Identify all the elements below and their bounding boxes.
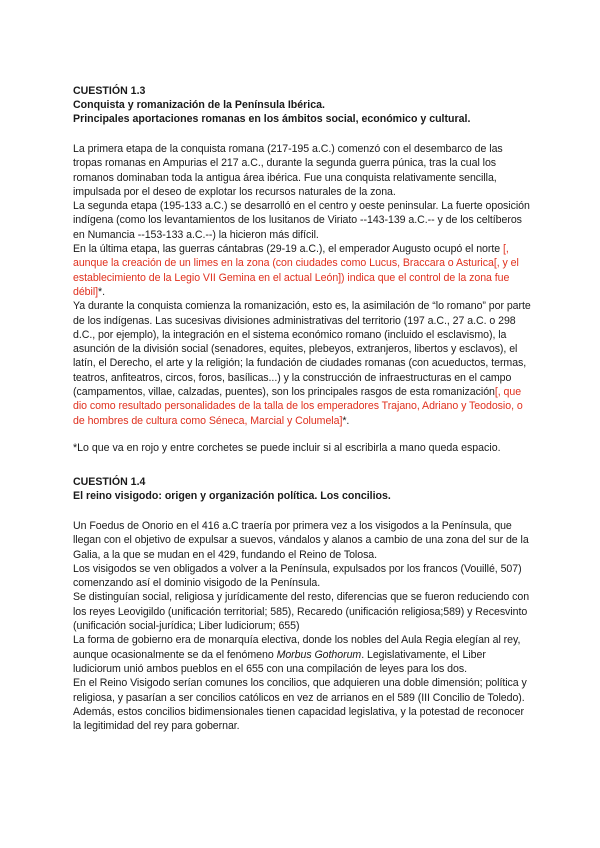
paragraph: La segunda etapa (195-133 a.C.) se desarrolló en el centro y oeste peninsular. La fuerte oposición indígena (como los levantamientos de los lusitanos de Viriato --143-139 a.C.-- y de los celtíberos en Numancia --153-133 a.C.--) la hicieron más difícil. (73, 200, 530, 241)
optional-red-text: [, que dio como resultado personalidades de la talla de los emperadores Trajano, Adriano y Teodosio, o de hombres de cultura como Séneca, Marcial y Columela] (73, 386, 523, 427)
paragraph (73, 633, 533, 676)
paragraph-text: La forma de gobierno era de monarquía electiva, donde los nobles del Aula Regia elegían al rey, aunque ocasionalmente se da el fenómeno (73, 634, 521, 661)
section-cuestion-1-3 (73, 84, 533, 455)
section-number: CUESTIÓN 1.3 (73, 85, 146, 97)
paragraph: Se distinguían social, religiosa y jurídicamente del resto, diferencias que se fueron reduciendo con los reyes Leovigildo (unificación territorial; 585), Recaredo (unificación religiosa;589) y Recesvinto (unificación social-jurídica; Liber ludiciorum; 655) (73, 591, 530, 633)
paragraph: La primera etapa de la conquista romana (217-195 a.C.) comenzó con el desembarco de las tropas romanas en Ampurias el 217 a.C., durante la segunda guerra púnica, tras la cual los romanos dominaban toda la antigua área ibérica. Fue una conquista relativamente sencilla, impulsada por el deseo de explotar los recursos naturales de la zona. (73, 143, 503, 198)
paragraph: Un Foedus de Onorio en el 416 a.C traería por primera vez a los visigodos a la Península, que llegan con el objetivo de expulsar a suevos, vándalos y alanos a cambio de una zona del sur de la Galia, a la que se mudan en el 429, fundando el Reino de Tolosa. (73, 519, 529, 561)
paragraph-text: Ya durante la conquista comienza la romanización, esto es, la asimilación de “lo romano” por parte de los indígenas. Las sucesivas divisiones administrativas del territorio (197 a.C., 27 a.C. o 298 d.C., por ejemplo), la integración en el sistema económico romano (incluido el esclavismo), la asunción de la división social (senadores, equites, plebeyos, extranjeros, libertos y esclavos), el latín, el Derecho, el arte y la religión; la fundación de ciudades romanas (con acueductos, termas, teatros, anfiteatros, circos, foros, basílicas...) y la construcción de infraestructuras en el campo (campamentos, villae, calzadas, puentes), son los principales rasgos de esta romanización (73, 300, 531, 399)
section-number: CUESTIÓN 1.4 (73, 475, 146, 488)
document-page (73, 84, 533, 733)
italic-term: Morbus Gothorum (276, 648, 362, 661)
section-title: El reino visigodo: origen y organización política. Los concilios. (73, 489, 391, 502)
optional-red-text: [, aunque la creación de un limes en la zona (con ciudades como Lucus, Braccara o Asturica[, y el establecimiento de la Legio VII Gemina en el actual León]) indica que el control de la zona fue débil] (73, 243, 519, 298)
paragraph (73, 242, 533, 299)
footnote: *Lo que va en rojo y entre corchetes se puede incluir si al escribirla a mano queda espacio. (73, 441, 501, 454)
section-subtitle: Principales aportaciones romanas en los ámbitos social, económico y cultural. (73, 113, 471, 125)
paragraph: Los visigodos se ven obligados a volver a la Península, expulsados por los francos (Vouillé, 507) comenzando así el dominio visigodo de la Península. (73, 562, 522, 590)
paragraph: En el Reino Visigodo serían comunes los concilios, que adquieren una doble dimensión; política y religiosa, y pasarían a ser concilios católicos en vez de arrianos en el 589 (III Concilio de Toledo). Además, estos concilios bidimensionales tienen capacidad legislativa, y la potestad de reconocer la legitimidad del rey para gobernar. (73, 677, 527, 733)
paragraph-text: *. (98, 285, 105, 298)
paragraph (73, 299, 533, 428)
paragraph-text: En la última etapa, las guerras cántabras (29-19 a.C.), el emperador Augusto ocupó el norte (73, 243, 503, 256)
section-title: Conquista y romanización de la Península Ibérica. (73, 99, 325, 111)
paragraph-text: *. (342, 414, 350, 427)
section-cuestion-1-4 (73, 475, 533, 733)
paragraph-text: . Legislativamente, el Liber ludiciorum unió ambos pueblos en el 655 con una compilación de leyes para los dos. (73, 648, 486, 675)
